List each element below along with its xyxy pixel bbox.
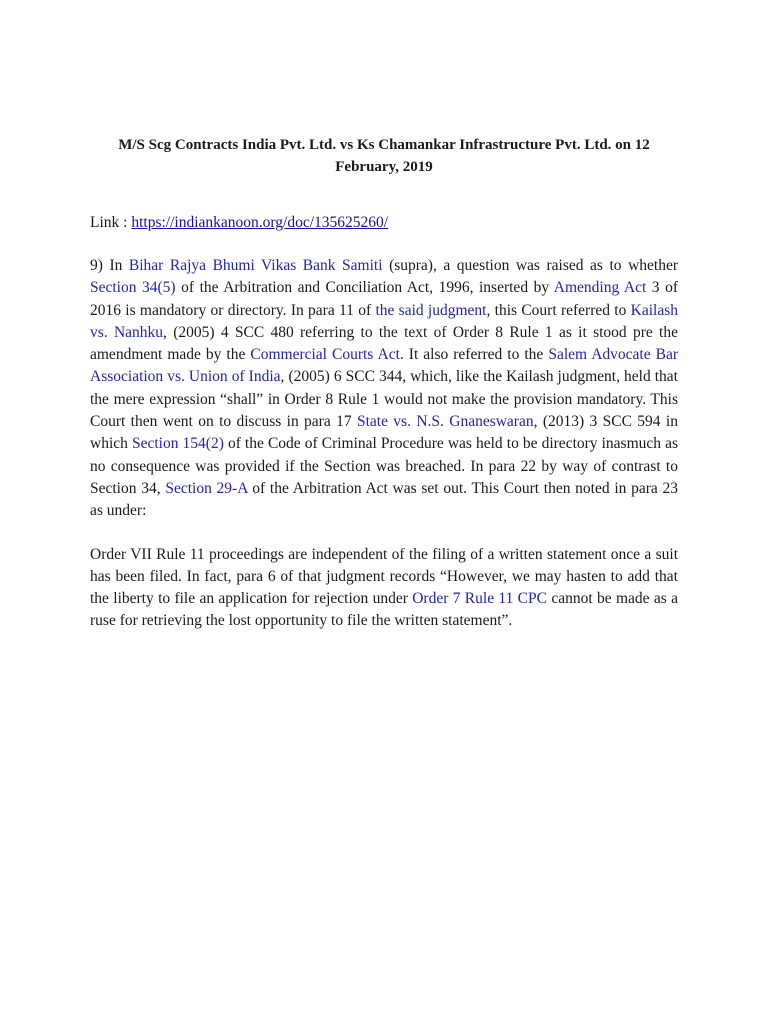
ref-order-7-rule-11-cpc[interactable]: Order 7 Rule 11 CPC xyxy=(412,590,547,608)
source-url-link[interactable]: https://indiankanoon.org/doc/135625260/ xyxy=(131,214,389,231)
ref-section-34-5[interactable]: Section 34(5) xyxy=(90,279,176,297)
ref-kailash-vs-nanhku[interactable]: Kailash vs. Nanhku xyxy=(90,301,678,341)
text-span: , (2005) 6 SCC 344, which, like the Kailash judgment, held that the mere expression “shall” in Order 8 Rule 1 would not make the provision mandatory. This Court then went on to discuss in para 17 xyxy=(90,368,678,431)
ref-section-29-a[interactable]: Section 29-A xyxy=(165,479,248,497)
text-span: Order VII Rule 11 proceedings are independent of the filing of a written statement once a suit has been filed. In fact, para 6 of that judgment records “However, we may hasten to add that the liberty to file an application for rejection under xyxy=(90,545,678,608)
paragraph-9 xyxy=(90,255,678,523)
ref-section-154-2[interactable]: Section 154(2) xyxy=(131,435,224,453)
document-page xyxy=(90,134,678,654)
text-span: of the Arbitration and Conciliation Act, 1996, inserted by xyxy=(175,279,554,297)
paragraph-order-vii xyxy=(90,544,678,633)
ref-said-judgment[interactable]: the said judgment xyxy=(375,301,487,319)
ref-bihar-rajya-bhumi-vikas-bank-samiti[interactable]: Bihar Rajya Bhumi Vikas Bank Samiti xyxy=(128,257,383,274)
text-span: of the Code of Criminal Procedure was held to be directory inasmuch as no consequence was provided if the Section was breached. In para 22 by way of contrast to Section 34, xyxy=(90,435,679,497)
text-span: , this Court referred to xyxy=(486,301,631,319)
source-link-line xyxy=(90,212,678,234)
ref-state-vs-ns-gnaneswaran[interactable]: State vs. N.S. Gnaneswaran xyxy=(356,413,534,431)
document-title: M/S Scg Contracts India Pvt. Ltd. vs Ks Chamankar Infrastructure Pvt. Ltd. on 12 February, 2019 xyxy=(118,137,650,175)
link-label: Link : xyxy=(90,214,132,231)
text-span: , (2005) 4 SCC 480 referring to the text of Order 8 Rule 1 as it stood pre the amendment made by the xyxy=(90,323,678,364)
text-span: 9) In xyxy=(90,257,129,274)
text-span: (supra), a question was raised as to whether xyxy=(382,257,679,274)
ref-amending-act[interactable]: Amending Act xyxy=(553,279,647,297)
text-span: 3 of 2016 is mandatory or directory. In para 11 of xyxy=(90,279,679,319)
text-span: . It also referred to the xyxy=(399,346,549,364)
text-span: , (2013) 3 SCC 594 in which xyxy=(90,413,678,453)
ref-commercial-courts-act[interactable]: Commercial Courts Act xyxy=(250,346,400,364)
text-span: of the Arbitration Act was set out. This Court then noted in para 23 as under: xyxy=(90,479,678,520)
text-span: cannot be made as a ruse for retrieving the lost opportunity to file the written statement”. xyxy=(90,590,678,630)
ref-salem-advocate-bar-association[interactable]: Salem Advocate Bar Association vs. Union of India xyxy=(90,346,679,386)
